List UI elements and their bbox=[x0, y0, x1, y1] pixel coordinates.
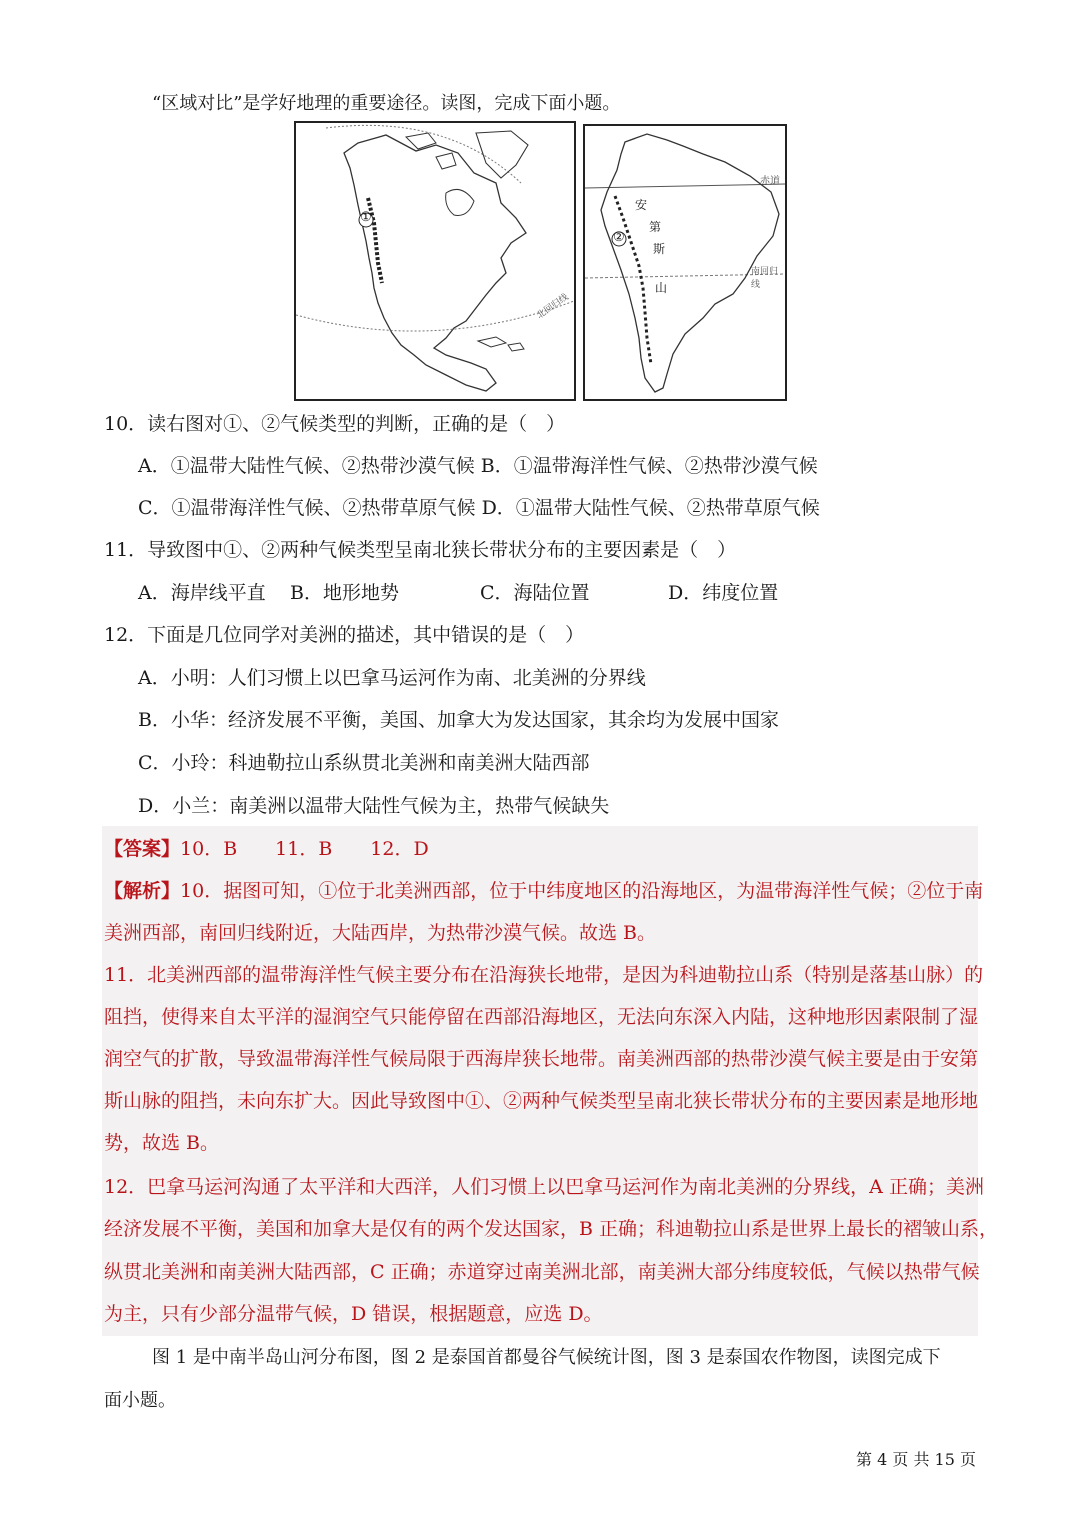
na-marker-label: ① bbox=[360, 210, 372, 225]
na-tropic-label: 北回归线 bbox=[535, 292, 571, 322]
analysis-line-1 bbox=[104, 879, 983, 903]
south-america-map bbox=[583, 124, 787, 401]
next-intro-line2: 面小题。 bbox=[104, 1390, 176, 1411]
next-intro-line1: 图 1 是中南半岛山河分布图，图 2 是泰国首都曼谷气候统计图，图 3 是泰国农作物图，读图完成下 bbox=[152, 1347, 941, 1368]
q11-stem: 11．导致图中①、②两种气候类型呈南北狭长带状分布的主要因素是（ ） bbox=[104, 539, 737, 561]
analysis-line-2: 美洲西部，南回归线附近，大陆西岸，为热带沙漠气候。故选 B。 bbox=[104, 922, 657, 944]
analysis-label: 【解析】 bbox=[104, 880, 181, 902]
q11-option-d: D．纬度位置 bbox=[668, 582, 779, 604]
south-america-map-drawing bbox=[585, 126, 785, 399]
q12-stem: 12．下面是几位同学对美洲的描述，其中错误的是（ ） bbox=[104, 624, 585, 646]
sa-marker-label: ② bbox=[613, 230, 625, 245]
answer-text: 10．B 11．B 12．D bbox=[180, 838, 429, 860]
analysis-line-5: 润空气的扩散，导致温带海洋性气候局限于西海岸狭长地带。南美洲西部的热带沙漠气候主要是由于安第 bbox=[104, 1048, 979, 1070]
analysis-line-7: 势，故选 B。 bbox=[104, 1132, 220, 1154]
q10-stem: 10．读右图对①、②气候类型的判断，正确的是（ ） bbox=[104, 413, 566, 435]
q12-option-d: D．小兰：南美洲以温带大陆性气候为主，热带气候缺失 bbox=[138, 795, 610, 817]
analysis-line-10: 纵贯北美洲和南美洲大陆西部，C 正确；赤道穿过南美洲北部，南美洲大部分纬度较低，气候以热带气候 bbox=[104, 1261, 980, 1283]
q11-option-b: B．地形地势 bbox=[290, 582, 399, 604]
answer-label: 【答案】 bbox=[104, 838, 181, 860]
analysis-line-6: 斯山脉的阻挡，未向东扩大。因此导致图中①、②两种气候类型呈南北狭长带状分布的主要因素是地形地 bbox=[104, 1090, 979, 1112]
analysis-line-9: 经济发展不平衡，美国和加拿大是仅有的两个发达国家，B 正确；科迪勒拉山系是世界上最长的褶皱山系， bbox=[104, 1218, 999, 1240]
andes-char-1: 安 bbox=[635, 198, 648, 212]
analysis-text-1: 10．据图可知，①位于北美洲西部，位于中纬度地区的沿海地区，为温带海洋性气候；②位于南 bbox=[180, 880, 984, 902]
q11-option-c: C．海陆位置 bbox=[480, 582, 590, 604]
q12-option-a: A．小明：人们习惯上以巴拿马运河作为南、北美洲的分界线 bbox=[138, 667, 646, 689]
q10-options-line1: A．①温带大陆性气候、②热带沙漠气候 B．①温带海洋性气候、②热带沙漠气候 bbox=[138, 455, 818, 477]
sa-tropic-label: 南回归线 bbox=[751, 267, 779, 290]
page-number: 第 4 页 共 15 页 bbox=[856, 1450, 976, 1469]
north-america-map-drawing bbox=[296, 123, 574, 399]
q12-option-c: C．小玲：科迪勒拉山系纵贯北美洲和南美洲大陆西部 bbox=[138, 752, 590, 774]
andes-char-3: 斯 bbox=[653, 242, 666, 256]
answer-line bbox=[104, 837, 429, 861]
andes-char-4: 山 bbox=[655, 281, 668, 295]
andes-char-2: 第 bbox=[649, 220, 662, 234]
analysis-line-4: 阻挡，使得来自太平洋的湿润空气只能停留在西部沿海地区，无法向东深入内陆，这种地形因素限制了湿 bbox=[104, 1006, 979, 1028]
q12-option-b: B．小华：经济发展不平衡，美国、加拿大为发达国家，其余均为发展中国家 bbox=[138, 709, 779, 731]
analysis-line-3: 11．北美洲西部的温带海洋性气候主要分布在沿海狭长地带，是因为科迪勒拉山系（特别是落基山脉）的 bbox=[104, 964, 984, 986]
q11-option-a: A．海岸线平直 bbox=[138, 582, 266, 604]
analysis-line-11: 为主，只有少部分温带气候，D 错误，根据题意，应选 D。 bbox=[104, 1303, 603, 1325]
intro-text: “区域对比”是学好地理的重要途径。读图，完成下面小题。 bbox=[152, 93, 621, 114]
analysis-line-8: 12．巴拿马运河沟通了太平洋和大西洋，人们习惯上以巴拿马运河作为南北美洲的分界线，A 正确；美洲 bbox=[104, 1176, 984, 1198]
sa-equator-label: 赤道 bbox=[760, 176, 780, 187]
north-america-map bbox=[294, 121, 576, 401]
q10-options-line2: C．①温带海洋性气候、②热带草原气候 D．①温带大陆性气候、②热带草原气候 bbox=[138, 497, 820, 519]
